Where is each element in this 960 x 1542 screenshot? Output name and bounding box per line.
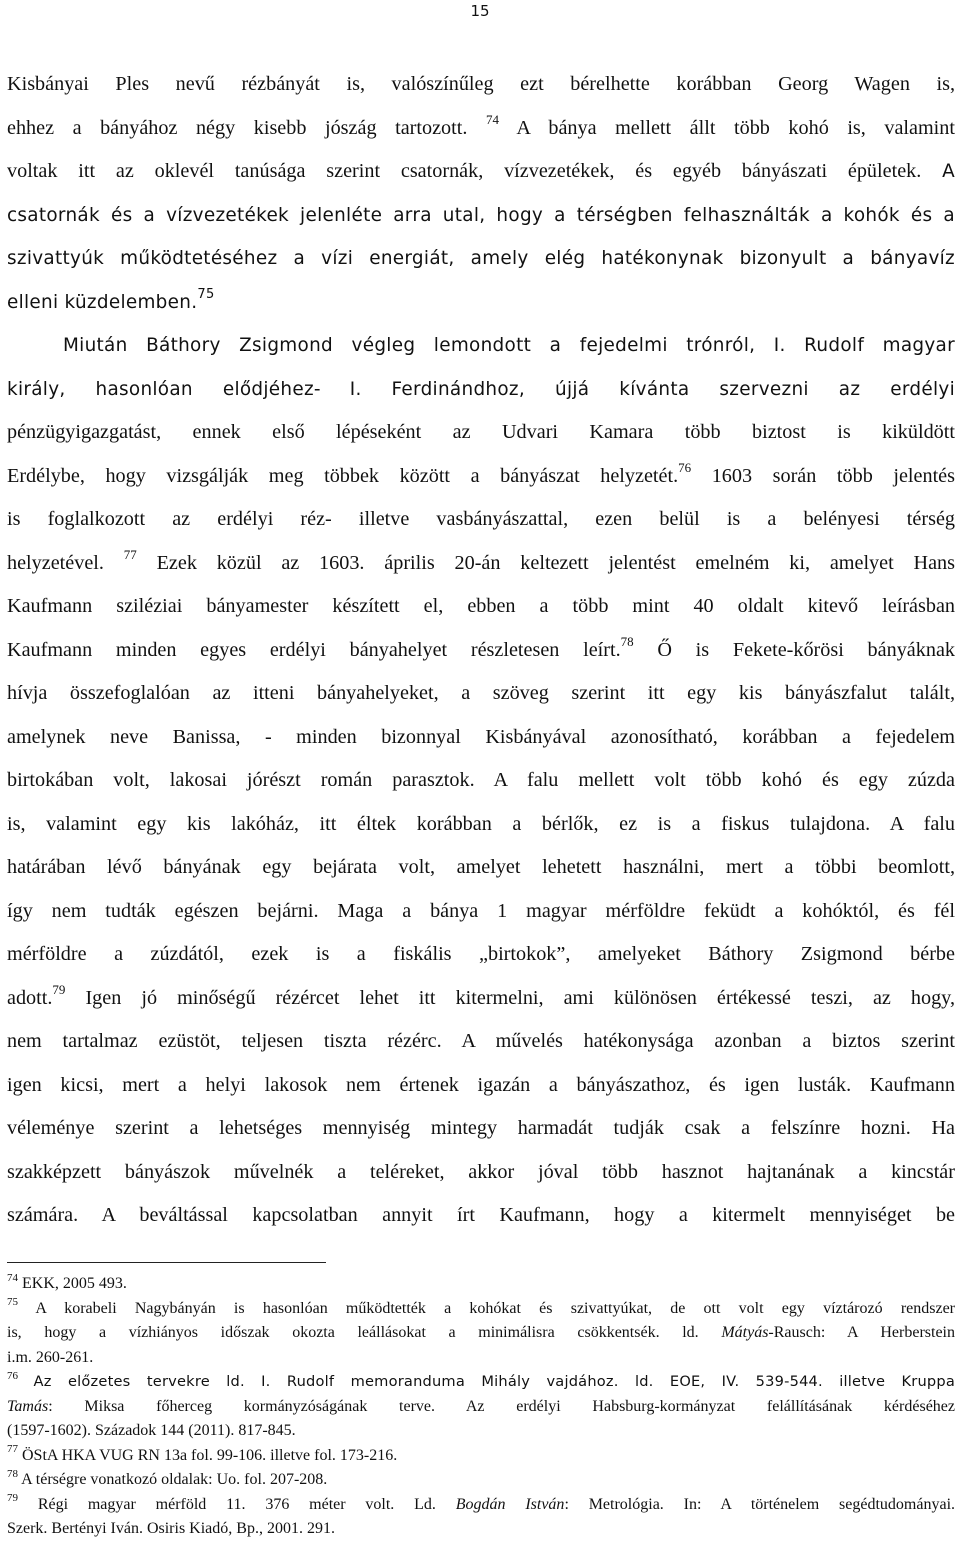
text-run: Ő is Fekete-kőrösi bányáknak xyxy=(657,638,955,661)
footnote-line xyxy=(7,1395,955,1420)
text-line: is foglalkozott az erdélyi réz- illetve vasbányászattal, ezen belül is a belényesi térség xyxy=(7,508,955,530)
text-line xyxy=(7,977,955,1021)
text-line: mérföldre a zúzdától, ezek is a fiskális „birtokok”, amelyeket Báthory Zsigmond bérbe xyxy=(7,943,955,965)
footnote-line xyxy=(7,1321,955,1346)
footnote-text: Rausch: A Herberstein xyxy=(773,1324,956,1341)
footnote-text: Régi magyar mérföld 11. 376 méter volt. Ld. xyxy=(37,1495,436,1513)
footnote-line: Szerk. Bertényi Iván. Osiris Kiadó, Bp., 2001. 291. xyxy=(7,1520,335,1537)
footnote-text: : Miksa főherceg kormányzóságának terve. Az erdélyi Habsburg-kormányzat felállításának kérdéséhez xyxy=(48,1397,955,1415)
footnote-line xyxy=(7,1272,955,1297)
footnote-text: A térségre vonatkozó oldalak: Uo. fol. 207-208. xyxy=(21,1471,328,1488)
footnote-number: 78 xyxy=(7,1467,18,1480)
text-line: hívja összefoglalóan az itteni bányahelyeket, a szöveg szerint itt egy kis bányászfalut talált, xyxy=(7,682,955,704)
footnote-78 xyxy=(7,1468,955,1493)
footnote-number: 79 xyxy=(7,1492,18,1505)
text-line xyxy=(7,542,955,586)
text-line: csatornák és a vízvezetékek jelenléte arra utal, hogy a térségben felhasználták a kohók és a xyxy=(7,204,955,226)
footnote-ref-78[interactable]: 78 xyxy=(620,633,634,649)
text-run: adott. xyxy=(7,986,53,1009)
text-run: elleni küzdelemben. xyxy=(7,291,198,313)
footnotes xyxy=(7,1272,955,1542)
text-run: Igen jó minőségű rézércet lehet itt kitermelni, ami különösen értékessé teszi, az hogy, xyxy=(85,986,956,1009)
text-line: Miután Báthory Zsigmond végleg lemondott a fejedelmi trónról, I. Rudolf magyar xyxy=(63,335,955,356)
footnote-author: Mátyás- xyxy=(721,1324,774,1341)
footnote-ref-77[interactable]: 77 xyxy=(123,546,137,562)
text-line xyxy=(7,281,955,325)
footnote-text: A korabeli Nagybányán is hasonlóan működtették a kohókat és szivattyúkat, de ott volt egy víztározó rendszer xyxy=(35,1299,956,1317)
footnote-text: ÖStA HKA VUG RN 13a fol. 99-106. illetve fol. 173-216. xyxy=(22,1446,398,1464)
footnote-line xyxy=(7,1370,955,1395)
paragraph-1 xyxy=(7,63,955,324)
text-line: szivattyúk működtetéséhez a vízi energiát, amely elég hatékonynak bizonyult a bányavíz xyxy=(7,248,955,269)
footnote-74 xyxy=(7,1272,955,1297)
footnote-77 xyxy=(7,1444,955,1469)
paragraph-2 xyxy=(7,324,955,1238)
footnote-line: (1597-1602). Századok 144 (2011). 817-845. xyxy=(7,1422,296,1439)
text-line: határában lévő bányának egy bejárata volt, amelyet lehetett használni, mert a többi beomlott, xyxy=(7,856,955,878)
footnote-75 xyxy=(7,1297,955,1371)
footnote-number: 75 xyxy=(7,1296,18,1309)
text-run: I. Ferdinándhoz, újjá kívánta szervezni az erdélyi xyxy=(349,378,955,400)
text-line xyxy=(7,107,955,151)
text-run: A xyxy=(942,161,956,182)
text-line: szakképzett bányászok művelnék a teléreket, akkor jóval több hasznot hajtanának a kincstár xyxy=(7,1160,955,1183)
footnote-ref-74[interactable]: 74 xyxy=(485,111,499,127)
text-line: Kaufmann sziléziai bányamester készített el, ebben a több mint 40 oldalt kitevő leírásban xyxy=(7,595,955,617)
footnote-number: 76 xyxy=(7,1369,18,1382)
text-line: igen kicsi, mert a helyi lakosok nem értenek igazán a bányászathoz, és igen lusták. Kaufmann xyxy=(7,1073,955,1096)
footnote-ref-79[interactable]: 79 xyxy=(52,981,66,997)
text-run: helyzetével. xyxy=(7,551,104,574)
footnote-line: i.m. 260-261. xyxy=(7,1348,94,1366)
footnote-author: Tamás xyxy=(7,1397,49,1415)
body-text xyxy=(7,63,955,1238)
text-line: számára. A beváltással kapcsolatban annyit írt Kaufmann, hogy a kitermelt mennyiséget be xyxy=(7,1204,955,1226)
text-run: ehhez a bányához négy kisebb jószág tartozott. xyxy=(7,116,468,139)
footnote-text: EKK, 2005 493. xyxy=(22,1275,127,1292)
text-run: A bánya mellett állt több kohó is, valamint xyxy=(516,116,955,139)
footnote-text: is, hogy a vízhiányos időszak okozta leállásokat a minimálisra csökkentsék. ld. xyxy=(7,1324,699,1341)
text-line: nem tartalmaz ezüstöt, teljesen tiszta rézérc. A művelés hatékonysága azonban a biztos szerint xyxy=(7,1030,955,1052)
text-line: amelynek neve Banissa, - minden bizonnyal Kisbányával azonosítható, korábban a fejedelem xyxy=(7,725,955,748)
footnote-text: Az előzetes tervekre ld. I. Rudolf memoranduma Mihály vajdához. ld. EOE, IV. 539-544. illetve Kruppa xyxy=(33,1373,955,1390)
text-run: király, hasonlóan elődjéhez- xyxy=(7,378,321,400)
page-number: 15 xyxy=(470,2,490,20)
footnote-text: : Metrológia. In: A történelem segédtudományai. xyxy=(564,1495,956,1513)
footnote-line xyxy=(7,1297,955,1322)
text-line xyxy=(7,455,955,499)
text-line: véleménye szerint a lehetséges mennyiség mintegy harmadát tudják csak a felszínre hozni. Ha xyxy=(7,1117,955,1139)
footnote-79 xyxy=(7,1493,955,1542)
text-run: Ezek közül az 1603. április 20-án keltezett jelentést emelném ki, amelyet Hans xyxy=(156,551,956,574)
text-line: pénzügyigazgatást, ennek első lépéseként az Udvari Kamara több biztost is kiküldött xyxy=(7,421,955,443)
text-line xyxy=(7,150,955,194)
footnote-line xyxy=(7,1468,955,1493)
text-line: így nem tudták egészen bejárni. Maga a bánya 1 magyar mérföldre feküdt a kohóktól, és fél xyxy=(7,899,955,922)
footnote-ref-76[interactable]: 76 xyxy=(678,459,692,475)
text-run: 1603 során több jelentés xyxy=(711,464,955,487)
text-line: birtokában volt, lakosai jórészt román parasztok. A falu mellett volt több kohó és egy zúzda xyxy=(7,769,955,791)
text-run: Erdélybe, hogy vizsgálják meg többek között a bányászat helyzetét. xyxy=(7,464,679,487)
text-line: is, valamint egy kis lakóház, itt éltek korábban a bérlők, ez is a fiskus tulajdona. A falu xyxy=(7,812,955,835)
footnote-line xyxy=(7,1444,955,1469)
text-run: voltak itt az oklevél tanúsága szerint csatornák, vízvezetékek, és egyéb bányászati épületek. xyxy=(7,160,922,182)
footnote-line xyxy=(7,1493,955,1518)
text-line xyxy=(7,629,955,673)
footnote-76 xyxy=(7,1370,955,1444)
footnote-ref-75[interactable]: 75 xyxy=(197,287,215,303)
footnote-author: Bogdán István xyxy=(455,1495,565,1513)
footnote-number: 74 xyxy=(7,1271,18,1284)
footnote-number: 77 xyxy=(7,1443,18,1456)
footnote-divider xyxy=(7,1262,326,1263)
text-line xyxy=(7,368,955,412)
text-run: Kaufmann minden egyes erdélyi bányahelyet részletesen leírt. xyxy=(7,638,621,661)
text-line: Kisbányai Ples nevű rézbányát is, valószínűleg ezt bérelhette korábban Georg Wagen is, xyxy=(7,73,955,95)
